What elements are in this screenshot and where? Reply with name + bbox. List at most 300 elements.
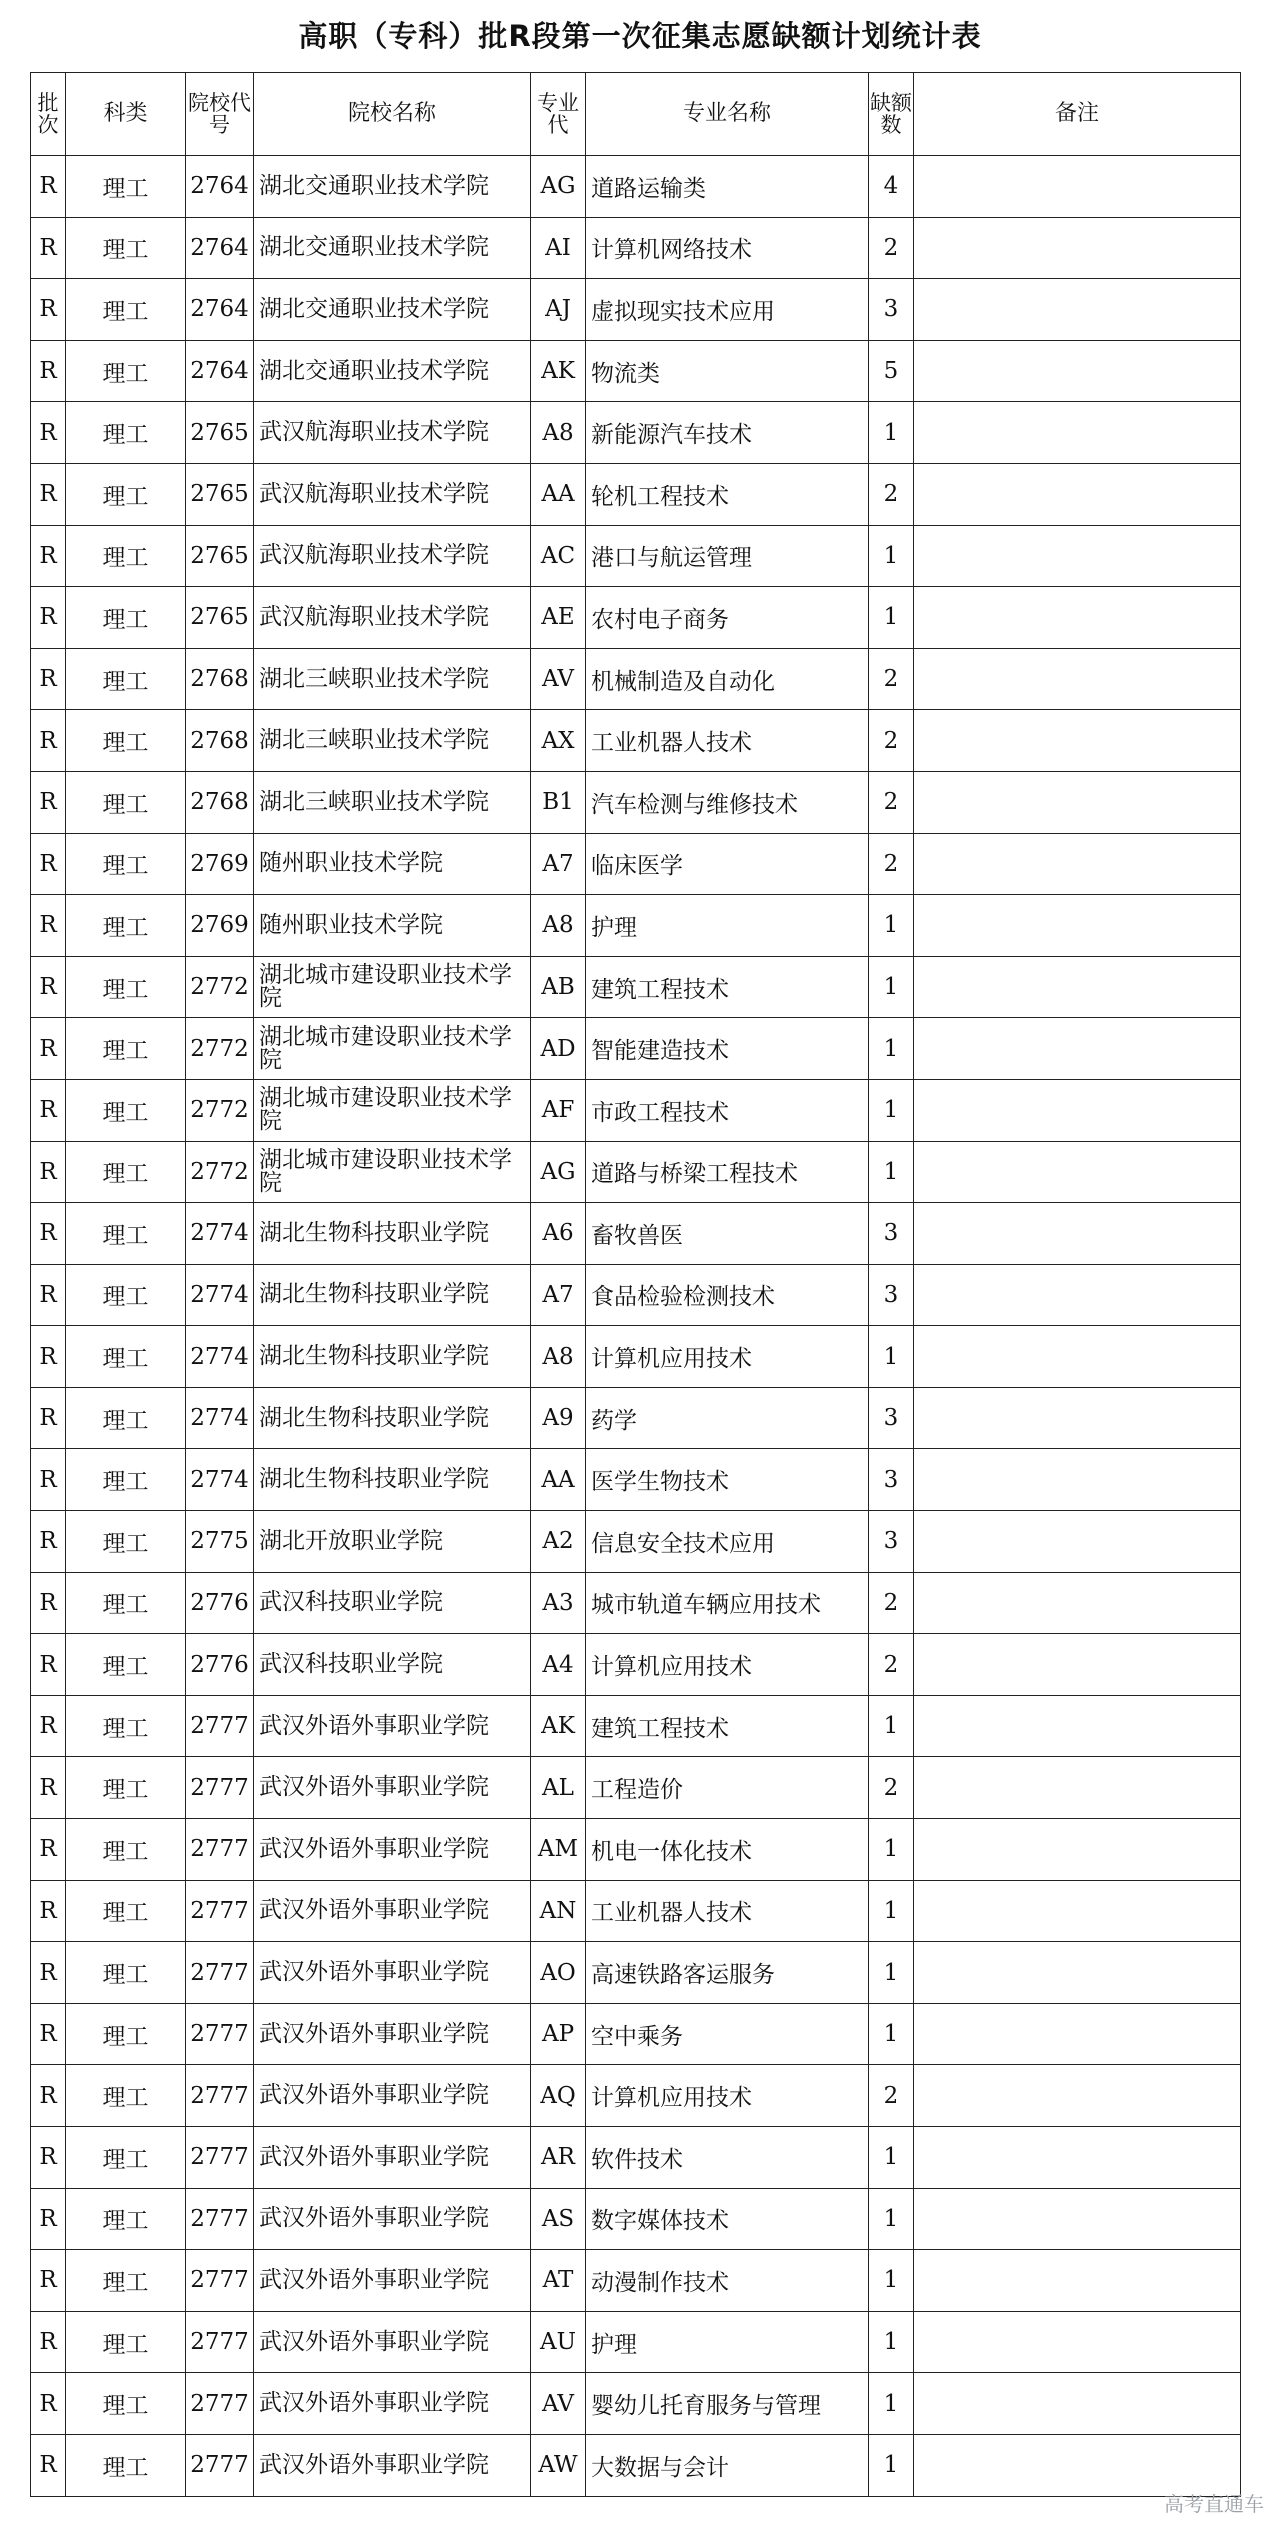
- cell-school-name: 武汉科技职业学院: [254, 1634, 531, 1696]
- header-school-name: 院校名称: [254, 73, 531, 156]
- cell-remark: [914, 1634, 1241, 1696]
- cell-school-code: 2777: [186, 2373, 254, 2435]
- cell-remark: [914, 340, 1241, 402]
- cell-major-code: AU: [531, 2311, 586, 2373]
- table-row: [31, 895, 1241, 957]
- cell-school-name: 武汉航海职业技术学院: [254, 587, 531, 649]
- cell-school-name: 湖北城市建设职业技术学院: [254, 1141, 531, 1203]
- cell-batch: R: [31, 1880, 66, 1942]
- cell-remark: [914, 463, 1241, 525]
- cell-school-name: 湖北生物科技职业学院: [254, 1449, 531, 1511]
- cell-vacancy: 3: [869, 1203, 914, 1265]
- cell-school-code: 2774: [186, 1326, 254, 1388]
- cell-category: 理工: [66, 1203, 186, 1265]
- cell-school-name: 武汉科技职业学院: [254, 1572, 531, 1634]
- cell-school-code: 2776: [186, 1572, 254, 1634]
- cell-major-code: AA: [531, 463, 586, 525]
- cell-major-code: AV: [531, 2373, 586, 2435]
- table-row: [31, 1018, 1241, 1080]
- cell-school-code: 2772: [186, 1018, 254, 1080]
- cell-major-code: A9: [531, 1387, 586, 1449]
- cell-major-name: 数字媒体技术: [586, 2188, 869, 2250]
- cell-major-name: 工程造价: [586, 1757, 869, 1819]
- cell-batch: R: [31, 1819, 66, 1881]
- cell-remark: [914, 648, 1241, 710]
- cell-remark: [914, 2373, 1241, 2435]
- cell-category: 理工: [66, 1572, 186, 1634]
- cell-school-name: 武汉航海职业技术学院: [254, 402, 531, 464]
- cell-vacancy: 1: [869, 2003, 914, 2065]
- cell-batch: R: [31, 1326, 66, 1388]
- cell-category: 理工: [66, 1511, 186, 1573]
- cell-vacancy: 1: [869, 587, 914, 649]
- cell-category: 理工: [66, 648, 186, 710]
- cell-school-code: 2764: [186, 279, 254, 341]
- cell-major-code: B1: [531, 771, 586, 833]
- cell-major-name: 汽车检测与维修技术: [586, 771, 869, 833]
- cell-batch: R: [31, 2311, 66, 2373]
- cell-school-name: 随州职业技术学院: [254, 833, 531, 895]
- cell-vacancy: 2: [869, 1757, 914, 1819]
- cell-major-name: 轮机工程技术: [586, 463, 869, 525]
- cell-major-code: AK: [531, 340, 586, 402]
- cell-major-name: 信息安全技术应用: [586, 1511, 869, 1573]
- cell-batch: R: [31, 648, 66, 710]
- cell-remark: [914, 1695, 1241, 1757]
- table-row: [31, 710, 1241, 772]
- cell-category: 理工: [66, 1449, 186, 1511]
- cell-school-name: 湖北三峡职业技术学院: [254, 771, 531, 833]
- cell-remark: [914, 956, 1241, 1018]
- cell-major-code: A8: [531, 895, 586, 957]
- cell-major-name: 软件技术: [586, 2127, 869, 2189]
- cell-school-name: 湖北生物科技职业学院: [254, 1264, 531, 1326]
- table-row: [31, 2188, 1241, 2250]
- cell-batch: R: [31, 956, 66, 1018]
- cell-school-code: 2777: [186, 1757, 254, 1819]
- cell-remark: [914, 1757, 1241, 1819]
- table-row: [31, 1141, 1241, 1203]
- cell-batch: R: [31, 402, 66, 464]
- cell-major-code: A8: [531, 402, 586, 464]
- cell-vacancy: 4: [869, 156, 914, 218]
- cell-vacancy: 3: [869, 1511, 914, 1573]
- cell-school-code: 2777: [186, 2127, 254, 2189]
- cell-category: 理工: [66, 1819, 186, 1881]
- cell-vacancy: 1: [869, 525, 914, 587]
- cell-school-code: 2774: [186, 1387, 254, 1449]
- cell-major-name: 高速铁路客运服务: [586, 1942, 869, 2004]
- table-row: [31, 340, 1241, 402]
- table-row: [31, 1449, 1241, 1511]
- cell-major-name: 道路与桥梁工程技术: [586, 1141, 869, 1203]
- cell-batch: R: [31, 1511, 66, 1573]
- table-row: [31, 1387, 1241, 1449]
- cell-vacancy: 1: [869, 2127, 914, 2189]
- table-row: [31, 956, 1241, 1018]
- cell-vacancy: 1: [869, 895, 914, 957]
- cell-school-name: 湖北生物科技职业学院: [254, 1326, 531, 1388]
- cell-remark: [914, 895, 1241, 957]
- cell-category: 理工: [66, 2373, 186, 2435]
- cell-vacancy: 3: [869, 279, 914, 341]
- table-row: [31, 1634, 1241, 1696]
- table-row: [31, 525, 1241, 587]
- cell-batch: R: [31, 340, 66, 402]
- cell-major-name: 工业机器人技术: [586, 710, 869, 772]
- cell-school-code: 2765: [186, 463, 254, 525]
- cell-batch: R: [31, 2188, 66, 2250]
- cell-major-name: 新能源汽车技术: [586, 402, 869, 464]
- cell-vacancy: 1: [869, 956, 914, 1018]
- cell-remark: [914, 710, 1241, 772]
- cell-major-name: 城市轨道车辆应用技术: [586, 1572, 869, 1634]
- table-row: [31, 2373, 1241, 2435]
- cell-batch: R: [31, 587, 66, 649]
- cell-remark: [914, 1264, 1241, 1326]
- cell-major-name: 智能建造技术: [586, 1018, 869, 1080]
- cell-school-name: 武汉外语外事职业学院: [254, 1819, 531, 1881]
- table-row: [31, 587, 1241, 649]
- cell-school-code: 2764: [186, 217, 254, 279]
- cell-school-name: 湖北城市建设职业技术学院: [254, 1079, 531, 1141]
- cell-major-name: 护理: [586, 2311, 869, 2373]
- cell-category: 理工: [66, 771, 186, 833]
- cell-vacancy: 2: [869, 648, 914, 710]
- cell-batch: R: [31, 895, 66, 957]
- cell-remark: [914, 402, 1241, 464]
- cell-school-code: 2768: [186, 771, 254, 833]
- cell-category: 理工: [66, 1387, 186, 1449]
- cell-major-name: 机电一体化技术: [586, 1819, 869, 1881]
- cell-vacancy: 2: [869, 2065, 914, 2127]
- header-vacancy: 缺额数: [869, 73, 914, 156]
- cell-remark: [914, 2127, 1241, 2189]
- cell-category: 理工: [66, 1079, 186, 1141]
- cell-vacancy: 2: [869, 710, 914, 772]
- cell-batch: R: [31, 2127, 66, 2189]
- cell-major-code: A4: [531, 1634, 586, 1696]
- cell-major-code: AG: [531, 1141, 586, 1203]
- cell-batch: R: [31, 279, 66, 341]
- cell-vacancy: 3: [869, 1264, 914, 1326]
- cell-remark: [914, 1141, 1241, 1203]
- cell-major-name: 医学生物技术: [586, 1449, 869, 1511]
- cell-remark: [914, 2434, 1241, 2496]
- cell-school-code: 2765: [186, 587, 254, 649]
- cell-major-code: AA: [531, 1449, 586, 1511]
- cell-major-name: 大数据与会计: [586, 2434, 869, 2496]
- header-remark: 备注: [914, 73, 1241, 156]
- cell-batch: R: [31, 156, 66, 218]
- cell-remark: [914, 1326, 1241, 1388]
- table-header-row: [31, 73, 1241, 156]
- table-row: [31, 2127, 1241, 2189]
- cell-school-code: 2777: [186, 2065, 254, 2127]
- cell-school-name: 湖北交通职业技术学院: [254, 340, 531, 402]
- cell-major-code: AI: [531, 217, 586, 279]
- cell-major-code: AK: [531, 1695, 586, 1757]
- cell-category: 理工: [66, 2003, 186, 2065]
- cell-category: 理工: [66, 1018, 186, 1080]
- table-row: [31, 2434, 1241, 2496]
- cell-major-code: AW: [531, 2434, 586, 2496]
- cell-remark: [914, 2250, 1241, 2312]
- cell-remark: [914, 1079, 1241, 1141]
- cell-remark: [914, 156, 1241, 218]
- cell-category: 理工: [66, 279, 186, 341]
- cell-vacancy: 1: [869, 1819, 914, 1881]
- cell-remark: [914, 1572, 1241, 1634]
- cell-remark: [914, 1018, 1241, 1080]
- cell-batch: R: [31, 217, 66, 279]
- cell-school-name: 武汉航海职业技术学院: [254, 525, 531, 587]
- cell-vacancy: 1: [869, 2434, 914, 2496]
- table-row: [31, 1819, 1241, 1881]
- header-batch: 批次: [31, 73, 66, 156]
- cell-major-code: AR: [531, 2127, 586, 2189]
- cell-major-name: 虚拟现实技术应用: [586, 279, 869, 341]
- cell-vacancy: 1: [869, 1695, 914, 1757]
- cell-remark: [914, 833, 1241, 895]
- cell-remark: [914, 1449, 1241, 1511]
- cell-school-code: 2765: [186, 525, 254, 587]
- vacancy-plan-table: [30, 72, 1241, 2497]
- cell-major-code: AD: [531, 1018, 586, 1080]
- cell-batch: R: [31, 2373, 66, 2435]
- cell-school-name: 湖北开放职业学院: [254, 1511, 531, 1573]
- cell-major-code: AM: [531, 1819, 586, 1881]
- table-row: [31, 2065, 1241, 2127]
- cell-school-code: 2772: [186, 1079, 254, 1141]
- cell-school-name: 武汉外语外事职业学院: [254, 2003, 531, 2065]
- cell-major-name: 市政工程技术: [586, 1079, 869, 1141]
- cell-major-name: 食品检验检测技术: [586, 1264, 869, 1326]
- cell-major-code: AN: [531, 1880, 586, 1942]
- cell-category: 理工: [66, 463, 186, 525]
- cell-category: 理工: [66, 2188, 186, 2250]
- cell-school-code: 2777: [186, 2003, 254, 2065]
- cell-major-name: 计算机应用技术: [586, 1634, 869, 1696]
- table-row: [31, 648, 1241, 710]
- table-row: [31, 217, 1241, 279]
- cell-vacancy: 2: [869, 1634, 914, 1696]
- cell-remark: [914, 1819, 1241, 1881]
- cell-major-name: 建筑工程技术: [586, 956, 869, 1018]
- table-row: [31, 156, 1241, 218]
- cell-school-code: 2768: [186, 648, 254, 710]
- cell-batch: R: [31, 2434, 66, 2496]
- cell-vacancy: 1: [869, 2188, 914, 2250]
- cell-school-code: 2775: [186, 1511, 254, 1573]
- cell-school-code: 2764: [186, 340, 254, 402]
- cell-major-code: AV: [531, 648, 586, 710]
- cell-school-name: 湖北交通职业技术学院: [254, 156, 531, 218]
- cell-batch: R: [31, 2250, 66, 2312]
- cell-school-name: 武汉外语外事职业学院: [254, 2373, 531, 2435]
- cell-remark: [914, 2188, 1241, 2250]
- cell-vacancy: 2: [869, 463, 914, 525]
- cell-vacancy: 3: [869, 1387, 914, 1449]
- cell-school-code: 2777: [186, 2311, 254, 2373]
- cell-major-name: 空中乘务: [586, 2003, 869, 2065]
- header-major-name: 专业名称: [586, 73, 869, 156]
- cell-major-name: 建筑工程技术: [586, 1695, 869, 1757]
- header-category: 科类: [66, 73, 186, 156]
- cell-remark: [914, 279, 1241, 341]
- cell-remark: [914, 217, 1241, 279]
- cell-remark: [914, 771, 1241, 833]
- cell-category: 理工: [66, 525, 186, 587]
- cell-school-code: 2772: [186, 1141, 254, 1203]
- cell-category: 理工: [66, 217, 186, 279]
- cell-major-name: 计算机应用技术: [586, 2065, 869, 2127]
- cell-major-code: A7: [531, 833, 586, 895]
- cell-remark: [914, 1942, 1241, 2004]
- cell-category: 理工: [66, 2127, 186, 2189]
- table-row: [31, 279, 1241, 341]
- cell-batch: R: [31, 1695, 66, 1757]
- table-row: [31, 402, 1241, 464]
- cell-school-name: 武汉外语外事职业学院: [254, 2434, 531, 2496]
- cell-major-name: 港口与航运管理: [586, 525, 869, 587]
- cell-category: 理工: [66, 2311, 186, 2373]
- cell-major-name: 畜牧兽医: [586, 1203, 869, 1265]
- cell-school-name: 湖北城市建设职业技术学院: [254, 956, 531, 1018]
- cell-batch: R: [31, 1634, 66, 1696]
- header-major-code: 专业代: [531, 73, 586, 156]
- cell-major-code: AQ: [531, 2065, 586, 2127]
- table-row: [31, 2003, 1241, 2065]
- cell-category: 理工: [66, 1634, 186, 1696]
- table-row: [31, 833, 1241, 895]
- table-row: [31, 1757, 1241, 1819]
- cell-major-code: AP: [531, 2003, 586, 2065]
- cell-school-code: 2774: [186, 1203, 254, 1265]
- cell-school-code: 2777: [186, 1819, 254, 1881]
- cell-batch: R: [31, 1203, 66, 1265]
- cell-school-name: 武汉外语外事职业学院: [254, 2311, 531, 2373]
- cell-category: 理工: [66, 956, 186, 1018]
- cell-school-code: 2777: [186, 1942, 254, 2004]
- table-row: [31, 1326, 1241, 1388]
- cell-school-code: 2777: [186, 2188, 254, 2250]
- cell-major-code: A2: [531, 1511, 586, 1573]
- cell-remark: [914, 1203, 1241, 1265]
- cell-school-name: 湖北生物科技职业学院: [254, 1387, 531, 1449]
- cell-major-name: 临床医学: [586, 833, 869, 895]
- cell-category: 理工: [66, 895, 186, 957]
- cell-batch: R: [31, 1387, 66, 1449]
- cell-category: 理工: [66, 1141, 186, 1203]
- cell-remark: [914, 2311, 1241, 2373]
- table-row: [31, 1695, 1241, 1757]
- cell-major-code: AB: [531, 956, 586, 1018]
- cell-school-code: 2774: [186, 1449, 254, 1511]
- cell-batch: R: [31, 833, 66, 895]
- cell-remark: [914, 2065, 1241, 2127]
- cell-major-name: 道路运输类: [586, 156, 869, 218]
- cell-school-name: 武汉外语外事职业学院: [254, 2250, 531, 2312]
- cell-school-name: 武汉外语外事职业学院: [254, 1880, 531, 1942]
- cell-school-name: 湖北三峡职业技术学院: [254, 648, 531, 710]
- cell-major-name: 机械制造及自动化: [586, 648, 869, 710]
- cell-major-code: AE: [531, 587, 586, 649]
- cell-major-name: 计算机应用技术: [586, 1326, 869, 1388]
- cell-school-code: 2777: [186, 1880, 254, 1942]
- cell-major-name: 计算机网络技术: [586, 217, 869, 279]
- cell-category: 理工: [66, 156, 186, 218]
- cell-major-name: 农村电子商务: [586, 587, 869, 649]
- table-body: [31, 156, 1241, 2497]
- cell-vacancy: 3: [869, 1449, 914, 1511]
- cell-school-code: 2777: [186, 1695, 254, 1757]
- cell-major-code: AT: [531, 2250, 586, 2312]
- cell-vacancy: 1: [869, 1018, 914, 1080]
- cell-major-code: AJ: [531, 279, 586, 341]
- cell-batch: R: [31, 1572, 66, 1634]
- cell-school-name: 湖北交通职业技术学院: [254, 217, 531, 279]
- cell-remark: [914, 1511, 1241, 1573]
- cell-school-code: 2769: [186, 895, 254, 957]
- table-row: [31, 1079, 1241, 1141]
- cell-batch: R: [31, 463, 66, 525]
- cell-major-code: AF: [531, 1079, 586, 1141]
- table-row: [31, 771, 1241, 833]
- cell-remark: [914, 587, 1241, 649]
- cell-remark: [914, 1387, 1241, 1449]
- cell-batch: R: [31, 1018, 66, 1080]
- cell-vacancy: 1: [869, 1141, 914, 1203]
- cell-major-code: AS: [531, 2188, 586, 2250]
- cell-vacancy: 1: [869, 2250, 914, 2312]
- cell-category: 理工: [66, 2250, 186, 2312]
- cell-batch: R: [31, 1141, 66, 1203]
- cell-major-name: 工业机器人技术: [586, 1880, 869, 1942]
- cell-category: 理工: [66, 2065, 186, 2127]
- cell-major-name: 护理: [586, 895, 869, 957]
- cell-school-name: 武汉外语外事职业学院: [254, 1757, 531, 1819]
- cell-category: 理工: [66, 1880, 186, 1942]
- cell-school-name: 武汉外语外事职业学院: [254, 2127, 531, 2189]
- cell-school-name: 武汉外语外事职业学院: [254, 1942, 531, 2004]
- table-row: [31, 1264, 1241, 1326]
- cell-school-name: 湖北城市建设职业技术学院: [254, 1018, 531, 1080]
- table-row: [31, 2250, 1241, 2312]
- cell-school-code: 2765: [186, 402, 254, 464]
- table-row: [31, 1203, 1241, 1265]
- cell-major-name: 物流类: [586, 340, 869, 402]
- table-row: [31, 2311, 1241, 2373]
- cell-vacancy: 2: [869, 833, 914, 895]
- table-row: [31, 1942, 1241, 2004]
- cell-major-name: 药学: [586, 1387, 869, 1449]
- cell-batch: R: [31, 2003, 66, 2065]
- cell-category: 理工: [66, 833, 186, 895]
- cell-vacancy: 2: [869, 217, 914, 279]
- cell-batch: R: [31, 1757, 66, 1819]
- cell-school-name: 湖北三峡职业技术学院: [254, 710, 531, 772]
- cell-vacancy: 1: [869, 2311, 914, 2373]
- cell-school-code: 2774: [186, 1264, 254, 1326]
- cell-category: 理工: [66, 2434, 186, 2496]
- cell-major-code: AO: [531, 1942, 586, 2004]
- cell-school-name: 湖北生物科技职业学院: [254, 1203, 531, 1265]
- page-title: 高职（专科）批R段第一次征集志愿缺额计划统计表: [298, 19, 982, 53]
- cell-batch: R: [31, 2065, 66, 2127]
- cell-school-code: 2772: [186, 956, 254, 1018]
- cell-category: 理工: [66, 1264, 186, 1326]
